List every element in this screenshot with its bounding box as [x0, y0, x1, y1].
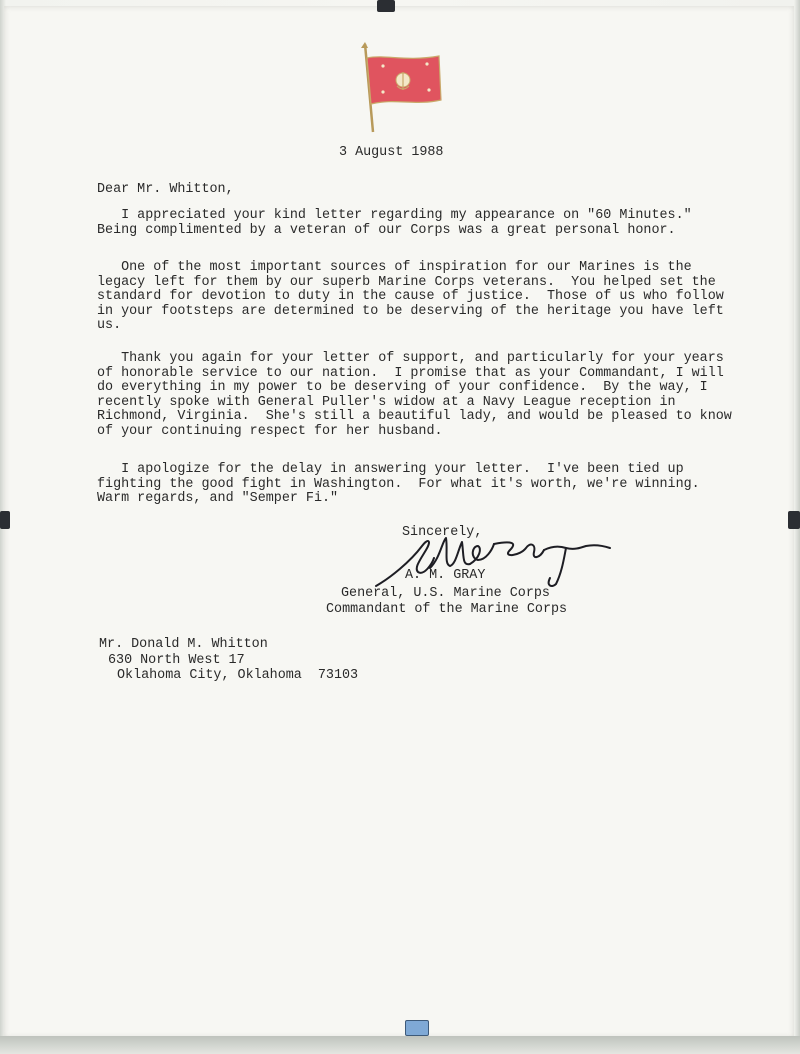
letter-paper	[4, 6, 794, 1038]
eagle-globe-anchor-icon	[396, 72, 410, 90]
paragraph-2: One of the most important sources of inspiration for our Marines is the legacy left for them by our superb Marine Corps veterans. You helped set the standard for devotion to duty in the cause of justice. Those of us who follow in your footsteps are determined to be deserving of the heritage you have left us.	[97, 260, 724, 334]
address-street: 630 North West 17	[108, 653, 245, 668]
frame-clip-bottom	[405, 1020, 429, 1036]
address-city: Oklahoma City, Oklahoma 73103	[117, 668, 359, 683]
signer-name: A. M. GRAY	[405, 568, 486, 583]
signer-position: Commandant of the Marine Corps	[326, 602, 568, 617]
salutation: Dear Mr. Whitton,	[97, 182, 234, 197]
paragraph-1: I appreciated your kind letter regarding my appearance on "60 Minutes." Being complimented by a veteran of our Corps was a great personal honor.	[97, 208, 692, 238]
paragraph-4: I apologize for the delay in answering your letter. I've been tied up fighting the good fight in Washington. For what it's worth, we're winning. Warm regards, and "Semper Fi."	[97, 462, 700, 507]
paragraph-3: Thank you again for your letter of support, and particularly for your years of honorable service to our nation. I promise that as your Commandant, I will do everything in my power to be deserving of your confidence. By the way, I recently spoke with General Puller's widow at a Navy League reception in Richmond, Virginia. She's still a beautiful lady, and would be pleased to know of your continuing respect for her husband.	[97, 351, 732, 439]
flag-finial	[361, 42, 368, 48]
frame-clip-right	[788, 511, 800, 529]
letter-date: 3 August 1988	[339, 145, 444, 160]
frame-clip-top	[377, 0, 395, 12]
frame-bottom-edge	[0, 1036, 800, 1054]
address-recipient: Mr. Donald M. Whitton	[99, 637, 268, 652]
commandant-flag-icon	[355, 40, 445, 135]
signer-rank: General, U.S. Marine Corps	[341, 586, 550, 601]
closing: Sincerely,	[402, 525, 483, 540]
frame-clip-left	[0, 511, 10, 529]
